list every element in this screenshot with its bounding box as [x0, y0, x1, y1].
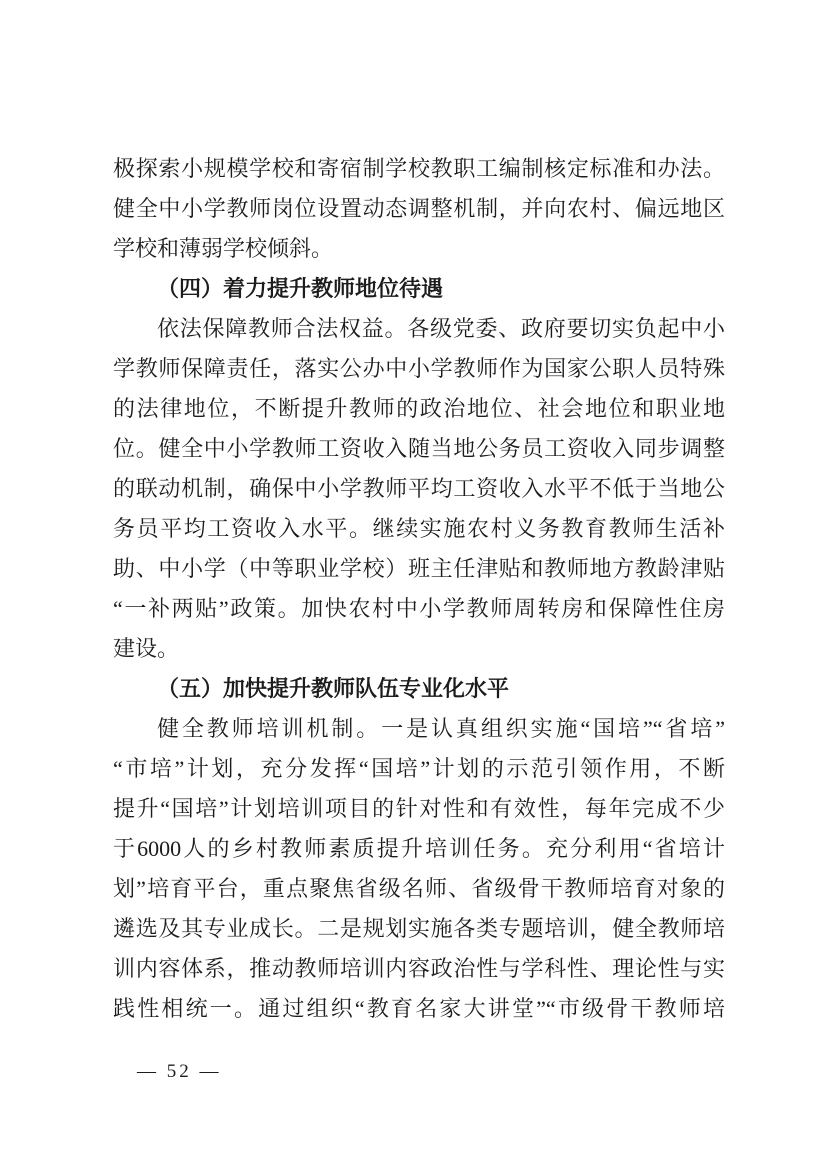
text-line: 学教师保障责任，落实公办中小学教师作为国家公职人员特殊 — [113, 356, 725, 381]
text-line: 健全中小学教师岗位设置动态调整机制，并向农村、偏远地区 — [113, 196, 725, 221]
text-line: 极探索小规模学校和寄宿制学校教职工编制核定标准和办法。 — [113, 156, 725, 181]
text-line: 助、中小学（中等职业学校）班主任津贴和教师地方教龄津贴 — [113, 556, 725, 581]
text-line: 遴选及其专业成长。二是规划实施各类专题培训，健全教师培 — [113, 916, 725, 941]
text-line: 依法保障教师合法权益。各级党委、政府要切实负起中小 — [157, 316, 725, 341]
text-line: 建设。 — [113, 636, 180, 661]
section-heading: （四）着力提升教师地位待遇 — [157, 276, 444, 301]
text-line: 健全教师培训机制。一是认真组织实施“国培”“省培” — [157, 716, 725, 741]
text-line: 的法律地位，不断提升教师的政治地位、社会地位和职业地 — [113, 396, 725, 421]
document-body — [113, 149, 725, 1029]
text-line: 提升“国培”计划培训项目的针对性和有效性，每年完成不少 — [113, 796, 725, 821]
text-line: 学校和薄弱学校倾斜。 — [113, 236, 334, 261]
text-line: 位。健全中小学教师工资收入随当地公务员工资收入同步调整 — [113, 436, 725, 461]
text-line: 践性相统一。通过组织“教育名家大讲堂”“市级骨干教师培 — [113, 996, 725, 1021]
text-line: “市培”计划，充分发挥“国培”计划的示范引领作用，不断 — [113, 756, 725, 781]
text-line: “一补两贴”政策。加快农村中小学教师周转房和保障性住房 — [113, 596, 725, 621]
page-number: — 52 — — [137, 1061, 222, 1082]
text-line: 的联动机制，确保中小学教师平均工资收入水平不低于当地公 — [113, 476, 725, 501]
section-heading: （五）加快提升教师队伍专业化水平 — [157, 676, 510, 701]
text-line: 务员平均工资收入水平。继续实施农村义务教育教师生活补 — [113, 516, 725, 541]
text-line: 于6000人的乡村教师素质提升培训任务。充分利用“省培计 — [113, 836, 725, 861]
text-line: 训内容体系，推动教师培训内容政治性与学科性、理论性与实 — [113, 956, 725, 981]
text-line: 划”培育平台，重点聚焦省级名师、省级骨干教师培育对象的 — [113, 876, 725, 901]
